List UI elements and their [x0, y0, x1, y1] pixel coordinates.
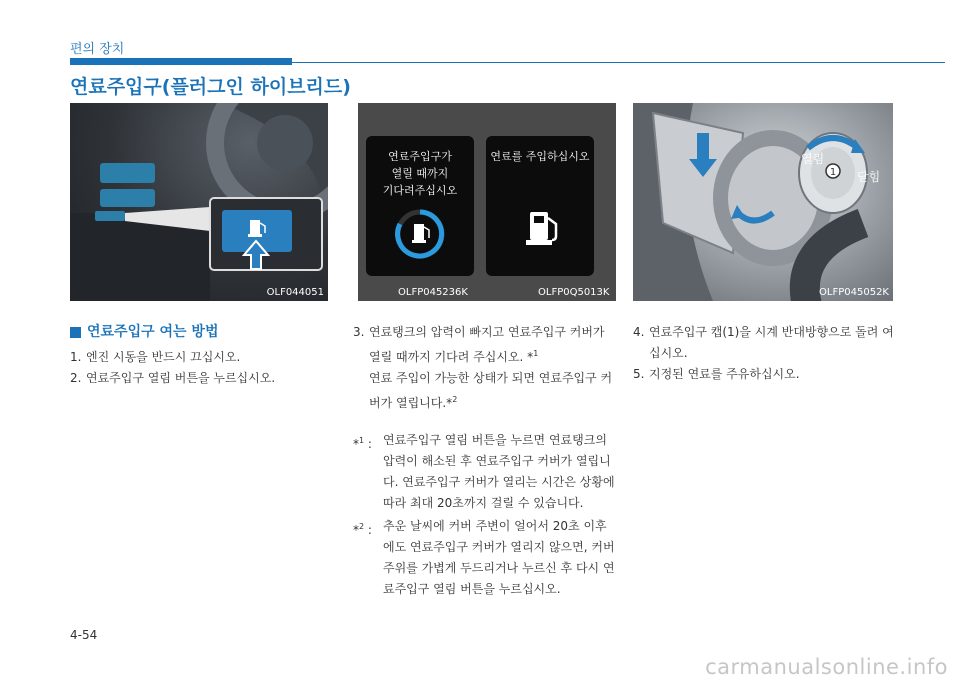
step-number: 2.	[70, 371, 82, 385]
footnote-mark: *	[353, 437, 359, 451]
page-number: 4-54	[70, 628, 98, 642]
footnote	[353, 430, 615, 514]
figure-fuel-cap	[633, 103, 893, 301]
sub-heading	[70, 322, 335, 343]
footnote-ref: 1	[533, 349, 539, 358]
list-item	[633, 322, 895, 364]
dashboard-illustration	[70, 103, 328, 301]
label-close: 닫힘	[857, 170, 881, 184]
step-number: 5.	[633, 367, 645, 381]
square-bullet-icon	[70, 327, 81, 338]
step-number: 1.	[70, 350, 82, 364]
cluster-message-line: 열릴 때까지	[391, 167, 449, 180]
footnote-separator: :	[364, 523, 372, 537]
label-open: 열림	[801, 152, 825, 166]
footnote-separator: :	[364, 437, 372, 451]
cluster-message-line: 기다려주십시오	[382, 184, 458, 197]
figure-code: OLFP0Q5013K	[538, 287, 610, 298]
footnote-number: 1	[359, 436, 365, 445]
section-label: 편의 장치	[70, 42, 125, 57]
list-item	[633, 364, 895, 385]
cluster-message-line: 연료주입구가	[388, 150, 452, 163]
step-text: 연료주입구 캡(1)을 시계 반대방향으로 돌려 여십시오.	[649, 325, 894, 360]
figure-code: OLFP045052K	[819, 287, 889, 298]
cluster-message-line: 연료를 주입하십시오	[490, 150, 590, 163]
step-number: 3.	[353, 325, 365, 339]
footnote-text: 추운 날씨에 커버 주변이 얼어서 20초 이후에도 연료주입구 커버가 열리지 않으면, 커버 주위를 가볍게 두드리거나 누르신 후 다시 연료주입구 열림 버튼을 누르십시오.	[383, 519, 615, 596]
footnote-ref: 2	[452, 395, 458, 404]
column-left	[70, 322, 335, 389]
figure-code: OLFP045236K	[398, 287, 468, 298]
figure-code: OLF044051	[266, 287, 324, 298]
footnote	[353, 516, 615, 600]
step-text: 연료 주입이 가능한 상태가 되면 연료주입구 커버가 열립니다.*	[369, 371, 613, 410]
header-accent-bar	[70, 58, 292, 65]
page-title: 연료주입구(플러그인 하이브리드)	[70, 76, 351, 98]
callout-marker-number: 1	[829, 167, 837, 178]
list-item	[353, 322, 615, 414]
figure-dashboard-button	[70, 103, 328, 301]
step-text: 연료주입구 열림 버튼을 누르십시오.	[86, 371, 276, 385]
fuel-cap-illustration	[633, 103, 893, 301]
step-text: 엔진 시동을 반드시 끄십시오.	[86, 350, 241, 364]
figure-cluster-messages	[358, 103, 616, 301]
column-middle	[353, 322, 615, 600]
sub-heading-text: 연료주입구 여는 방법	[87, 324, 219, 340]
footnote-text: 연료주입구 열림 버튼을 누르면 연료탱크의 압력이 해소된 후 연료주입구 커버가 열립니다. 연료주입구 커버가 열리는 시간은 상황에 따라 최대 20초까지 걸릴 수 있습니다.	[383, 433, 615, 510]
list-item	[70, 368, 335, 389]
fuel-gauge-icon	[398, 212, 442, 256]
step-number: 4.	[633, 325, 645, 339]
watermark: carmanualsonline.info	[705, 655, 948, 679]
list-item	[70, 347, 335, 368]
footnote-mark: *	[353, 523, 359, 537]
cluster-display-waiting	[366, 136, 474, 276]
footnote-number: 2	[359, 522, 365, 531]
cluster-display-refuel	[486, 136, 594, 276]
column-right	[633, 322, 895, 385]
step-text: 지정된 연료를 주유하십시오.	[649, 367, 800, 381]
step-text: 연료탱크의 압력이 빠지고 연료주입구 커버가 열릴 때까지 기다려 주십시오. *	[369, 325, 605, 364]
fuel-pump-icon	[526, 212, 556, 245]
